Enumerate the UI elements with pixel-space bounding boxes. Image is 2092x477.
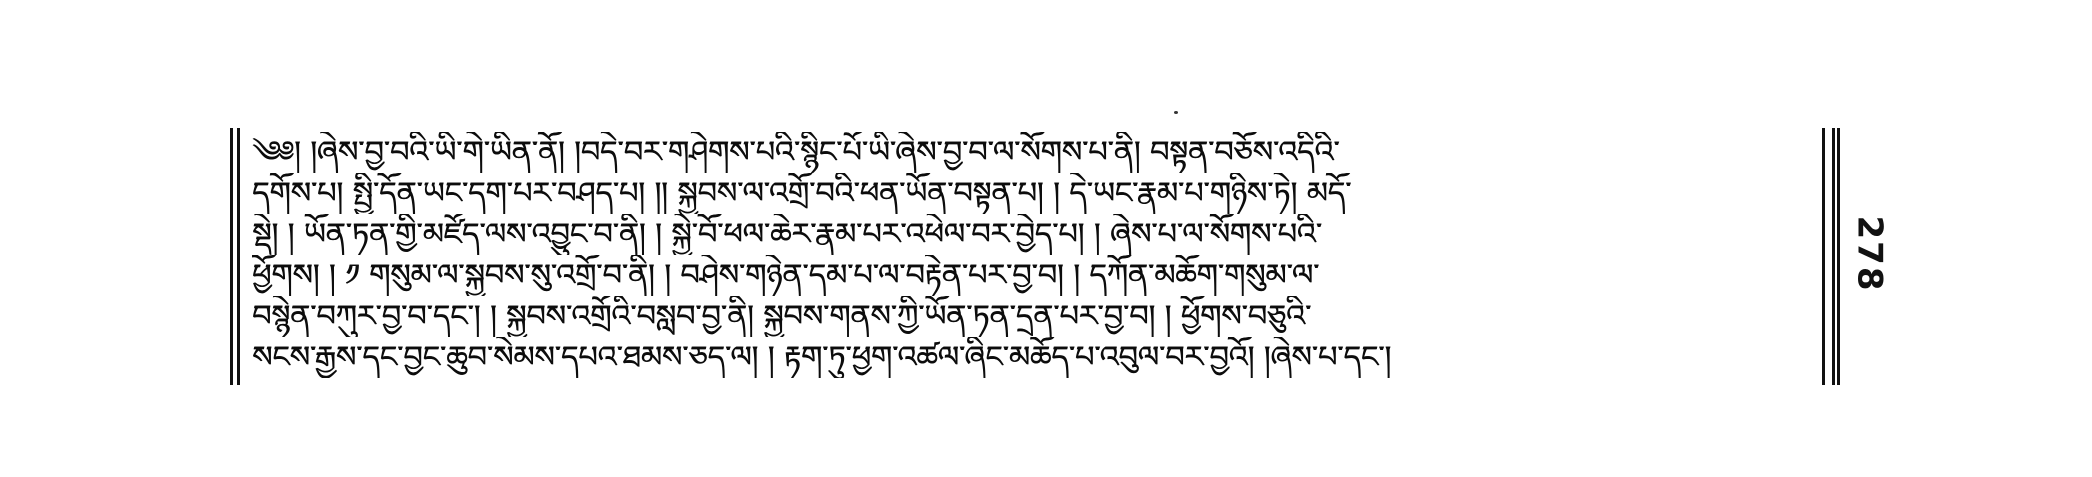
right-border-inner <box>1822 128 1825 385</box>
text-line-2: དགོས་པ། སྤྱི་དོན་ཡང་དག་པར་བཤད་པ། །། སྐྱབས་ལ་འགྲོ་བའི་ཕན་ཡོན་བསྟན་པ། ། དེ་ཡང་རྣམ་པ་གཉིས་ཏེ། མདོ་ <box>252 176 1352 211</box>
left-border-outer <box>230 128 233 385</box>
folio-number <box>1849 215 1890 293</box>
text-line-3: སྡེ། ། ཡོན་ཏན་གྱི་མཛོད་ལས་འབྱུང་བ་ནི། ། སྐྱེ་བོ་ཕལ་ཆེར་རྣམ་པར་འཕེལ་བར་བྱེད་པ། ། ཞེས་པ་ལ་སོགས་པའི་ <box>252 217 1322 252</box>
text-line-1: ༄༅། །ཞེས་བྱ་བའི་ཡི་གེ་ཡིན་ནོ། །བདེ་བར་གཤེགས་པའི་སྙིང་པོ་ཡི་ཞེས་བྱ་བ་ལ་སོགས་པ་ནི། བསྟན་བཅོས་འདིའི་ <box>252 135 1340 170</box>
text-line-5: བསྙེན་བཀུར་བྱ་བ་དང་། ། སྐྱབས་འགྲོའི་བསླབ་བྱ་ནི། སྐྱབས་གནས་ཀྱི་ཡོན་ཏན་དྲན་པར་བྱ་བ། ། ཕྱོགས་བཅུའི་ <box>252 299 1312 334</box>
tibetan-text-block <box>252 132 1817 382</box>
text-frame <box>230 128 1840 385</box>
text-line-6: སངས་རྒྱས་དང་བྱང་ཆུབ་སེམས་དཔའ་ཐམས་ཅད་ལ། ། རྟག་ཏུ་ཕྱག་འཚལ་ཞིང་མཆོད་པ་འབུལ་བར་བྱའོ། །ཞེས་པ་དང་། <box>252 340 1392 375</box>
right-border-outer <box>1837 128 1840 385</box>
left-border-inner <box>237 128 240 385</box>
right-border-middle <box>1832 128 1835 385</box>
folio-number-text: 278 <box>1849 215 1890 293</box>
ink-speck <box>1174 111 1178 114</box>
text-line-4: ཕྱོགས། ། ༡ གསུམ་ལ་སྐྱབས་སུ་འགྲོ་བ་ནི། ། བཤེས་གཉེན་དམ་པ་ལ་བརྟེན་པར་བྱ་བ། ། དཀོན་མཆོག་གསུམ་ལ་ <box>252 258 1320 293</box>
